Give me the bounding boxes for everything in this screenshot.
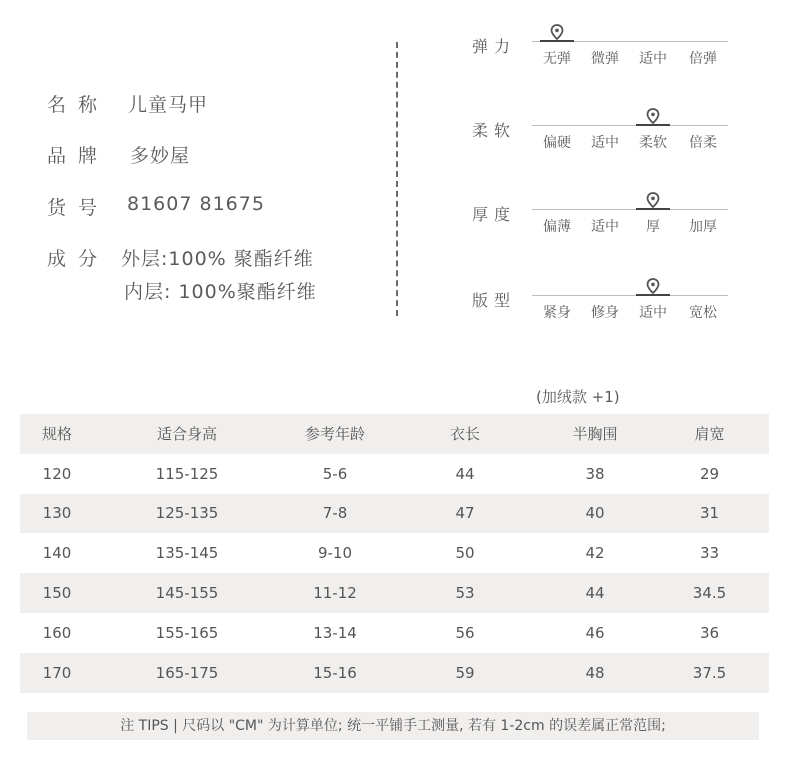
cell-height: 115-125 — [155, 464, 219, 483]
cell-size: 170 — [42, 663, 72, 682]
scale-line — [532, 209, 728, 210]
cell-size: 160 — [42, 623, 72, 642]
scale-option: 适中 — [591, 135, 619, 151]
cell-age: 7-8 — [322, 504, 348, 523]
cell-half-chest: 42 — [585, 544, 605, 563]
scale-option: 加厚 — [689, 219, 717, 235]
material-label: 成分 — [47, 248, 110, 270]
table-row — [20, 533, 769, 573]
cell-age: 15-16 — [313, 663, 357, 682]
header-age: 参考年龄 — [304, 425, 365, 444]
cell-length: 53 — [455, 584, 475, 603]
plus-note: (加绒款 +1) — [536, 388, 620, 406]
attribute-label: 厚度 — [472, 205, 517, 224]
sku-label: 货号 — [47, 197, 110, 219]
attribute-1 — [472, 118, 732, 178]
cell-length: 50 — [455, 544, 475, 563]
scale-option: 宽松 — [689, 305, 717, 321]
cell-length: 59 — [455, 663, 475, 682]
header-length: 衣长 — [449, 425, 480, 444]
attribute-label: 版型 — [472, 291, 517, 310]
header-shoulder: 肩宽 — [694, 425, 725, 444]
attribute-3 — [472, 288, 732, 348]
cell-half-chest: 44 — [585, 584, 605, 603]
scale-line — [532, 125, 728, 126]
header-size: 规格 — [41, 425, 72, 444]
cell-height: 165-175 — [155, 663, 219, 682]
scale-option: 适中 — [639, 51, 667, 67]
dashed-divider — [396, 42, 398, 316]
cell-size: 140 — [42, 544, 72, 563]
scale-option: 偏硬 — [543, 135, 571, 151]
scale-option: 修身 — [591, 305, 619, 321]
scale-option: 无弹 — [543, 51, 571, 67]
table-row — [20, 454, 769, 494]
cell-shoulder: 31 — [699, 504, 720, 523]
scale-option: 紧身 — [543, 305, 571, 321]
attribute-label: 弹力 — [472, 37, 517, 56]
cell-age: 11-12 — [313, 584, 357, 603]
cell-length: 56 — [455, 623, 475, 642]
cell-half-chest: 48 — [585, 663, 605, 682]
location-pin-icon — [646, 108, 660, 126]
size-table — [20, 414, 769, 693]
location-pin-icon — [646, 278, 660, 296]
cell-shoulder: 34.5 — [692, 584, 727, 603]
cell-height: 135-145 — [155, 544, 219, 563]
table-row — [20, 573, 769, 613]
cell-shoulder: 37.5 — [692, 663, 727, 682]
cell-height: 145-155 — [155, 584, 219, 603]
cell-half-chest: 40 — [585, 504, 605, 523]
attribute-2 — [472, 202, 732, 262]
sku-value: 81607 81675 — [127, 193, 265, 215]
scale-option: 倍柔 — [689, 135, 717, 151]
cell-age: 9-10 — [317, 544, 353, 563]
cell-shoulder: 36 — [699, 623, 720, 642]
scale-option: 倍弹 — [689, 51, 717, 67]
brand-value: 多妙屋 — [130, 145, 191, 167]
scale-option: 适中 — [591, 219, 619, 235]
name-value: 儿童马甲 — [128, 94, 209, 116]
brand-label: 品牌 — [47, 145, 110, 167]
cell-height: 125-135 — [155, 504, 219, 523]
cell-length: 47 — [455, 504, 475, 523]
name-label: 名称 — [47, 94, 110, 116]
material-outer: 外层:100% 聚酯纤维 — [121, 248, 314, 270]
location-pin-icon — [550, 24, 564, 42]
location-pin-icon — [646, 192, 660, 210]
scale-option: 偏薄 — [543, 219, 571, 235]
table-row — [20, 613, 769, 653]
scale-option: 适中 — [639, 305, 667, 321]
cell-half-chest: 46 — [585, 623, 605, 642]
scale-line — [532, 295, 728, 296]
cell-age: 13-14 — [313, 623, 357, 642]
cell-height: 155-165 — [155, 623, 219, 642]
cell-shoulder: 29 — [699, 464, 720, 483]
table-row — [20, 494, 769, 534]
scale-option: 柔软 — [639, 135, 667, 151]
scale-option: 厚 — [646, 219, 660, 235]
material-inner: 内层: 100%聚酯纤维 — [124, 281, 317, 303]
cell-length: 44 — [455, 464, 475, 483]
attribute-0 — [472, 34, 732, 94]
header-half-chest: 半胸围 — [572, 425, 618, 444]
cell-size: 120 — [42, 464, 72, 483]
cell-half-chest: 38 — [585, 464, 605, 483]
cell-size: 130 — [42, 504, 72, 523]
tips-bar: 注 TIPS | 尺码以 "CM" 为计算单位; 统一平铺手工测量, 若有 1-2cm 的误差属正常范围; — [27, 712, 759, 740]
cell-shoulder: 33 — [699, 544, 720, 563]
cell-size: 150 — [42, 584, 72, 603]
attribute-label: 柔软 — [472, 121, 517, 140]
table-header-row — [20, 414, 769, 454]
cell-age: 5-6 — [322, 464, 348, 483]
header-height: 适合身高 — [156, 425, 217, 444]
table-row — [20, 653, 769, 693]
scale-option: 微弹 — [591, 51, 619, 67]
